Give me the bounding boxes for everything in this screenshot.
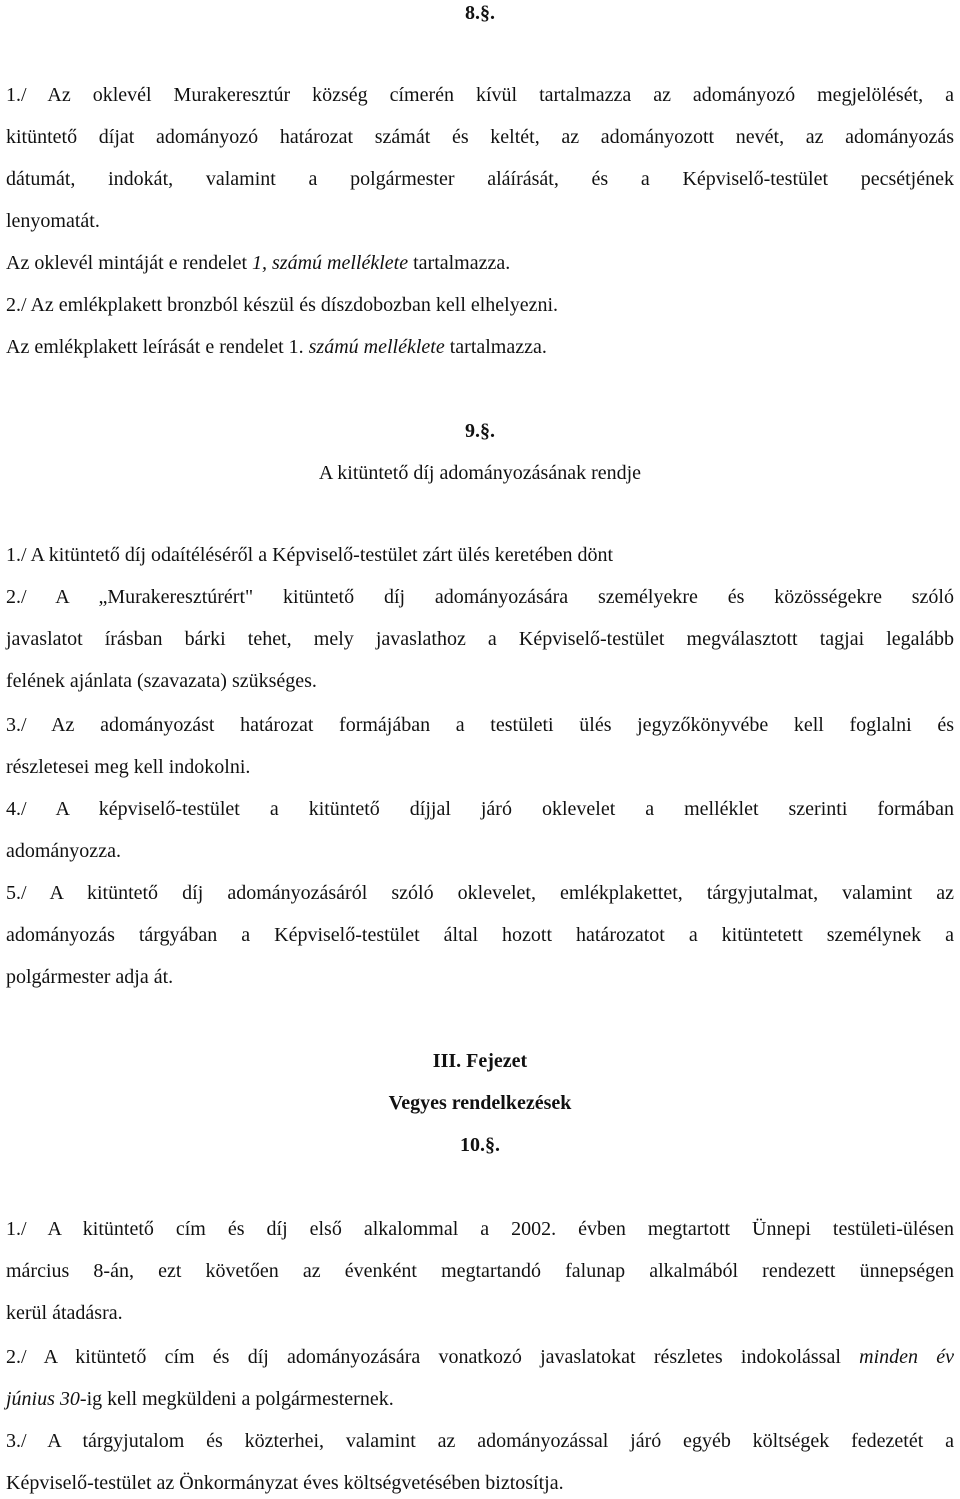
s10-p2-deadline-b: június 30 bbox=[6, 1388, 80, 1410]
s8-p1-line2: kitüntető díjat adományozó határozat számát és keltét, az adományozott nevét, az adományozás bbox=[6, 126, 954, 148]
s9-p5-line2: adományozás tárgyában a Képviselő-testület által hozott határozatot a kitüntetett személynek a bbox=[6, 924, 954, 946]
s9-p3-line1: 3./ Az adományozást határozat formájában a testületi ülés jegyzőkönyvébe kell foglalni és bbox=[6, 714, 954, 736]
section-9-title: A kitüntető díj adományozásának rendje bbox=[318, 462, 642, 484]
s10-p2-line1 bbox=[6, 1344, 954, 1370]
s9-p5-line3: polgármester adja át. bbox=[6, 966, 174, 988]
s8-p2 bbox=[6, 250, 954, 276]
section-10-heading: 10.§. bbox=[460, 1134, 500, 1156]
s8-p2-annex-ref: 1, számú melléklete bbox=[252, 252, 409, 274]
s9-p2-line3: felének ajánlata (szavazata) szükséges. bbox=[6, 670, 317, 692]
s10-p2-deadline-a: minden év bbox=[859, 1346, 954, 1368]
s10-p2-line2 bbox=[6, 1386, 954, 1412]
s8-p4 bbox=[6, 334, 954, 360]
s9-p2-line1: 2./ A „Murakeresztúrért" kitüntető díj adományozására személyekre és közösségekre szóló bbox=[6, 586, 954, 608]
s8-p1-line1: 1./ Az oklevél Murakeresztúr község címerén kívül tartalmazza az adományozó megjelölését, a bbox=[6, 84, 954, 106]
s9-p4-line2: adományozza. bbox=[6, 840, 121, 862]
chapter-title: Vegyes rendelkezések bbox=[388, 1092, 572, 1114]
s8-p2-text-a: Az oklevél mintáját e rendelet bbox=[6, 252, 253, 274]
s10-p3-line1: 3./ A tárgyjutalom és közterhei, valamint az adományozással járó egyéb költségek fedezetét a bbox=[6, 1430, 954, 1452]
s10-p1-line2: március 8-án, ezt követően az évenként megtartandó falunap alkalmából rendezett ünnepségen bbox=[6, 1260, 954, 1282]
s8-p4-text-c: tartalmazza. bbox=[444, 336, 547, 358]
s9-p2-line2: javaslatot írásban bárki tehet, mely javaslathoz a Képviselő-testület megválasztott tagjai legalább bbox=[6, 628, 954, 650]
s9-p5-line1: 5./ A kitüntető díj adományozásáról szóló oklevelet, emlékplakettet, tárgyjutalmat, valamint az bbox=[6, 882, 954, 904]
s8-p4-text-a: Az emlékplakett leírását e rendelet 1. bbox=[6, 336, 309, 358]
s9-p4-line1: 4./ A képviselő-testület a kitüntető díjjal járó oklevelet a melléklet szerinti formában bbox=[6, 798, 954, 820]
s10-p2-text-d: -ig kell megküldeni a polgármesternek. bbox=[79, 1388, 394, 1410]
section-8-heading: 8.§. bbox=[465, 2, 495, 24]
s8-p1-line4: lenyomatát. bbox=[6, 210, 100, 232]
s10-p3-line2: Képviselő-testület az Önkormányzat éves költségvetésében biztosítja. bbox=[6, 1472, 564, 1494]
s8-p2-text-c: tartalmazza. bbox=[408, 252, 511, 274]
section-9-heading: 9.§. bbox=[465, 420, 495, 442]
s8-p4-annex-ref: számú melléklete bbox=[308, 336, 445, 358]
chapter-heading: III. Fejezet bbox=[432, 1050, 528, 1072]
s8-p3: 2./ Az emlékplakett bronzból készül és díszdobozban kell elhelyezni. bbox=[6, 294, 559, 316]
s10-p1-line3: kerül átadásra. bbox=[6, 1302, 123, 1324]
s10-p2-text-a: 2./ A kitüntető cím és díj adományozására vonatkozó javaslatokat részletes indokolással bbox=[6, 1346, 860, 1368]
s8-p1-line3: dátumát, indokát, valamint a polgármester aláírását, és a Képviselő-testület pecsétjének bbox=[6, 168, 954, 190]
s9-p3-line2: részletesei meg kell indokolni. bbox=[6, 756, 251, 778]
s9-p1: 1./ A kitüntető díj odaítéléséről a Képviselő-testület zárt ülés keretében dönt bbox=[6, 544, 614, 566]
s10-p1-line1: 1./ A kitüntető cím és díj első alkalommal a 2002. évben megtartott Ünnepi testületi-ülésen bbox=[6, 1218, 954, 1240]
